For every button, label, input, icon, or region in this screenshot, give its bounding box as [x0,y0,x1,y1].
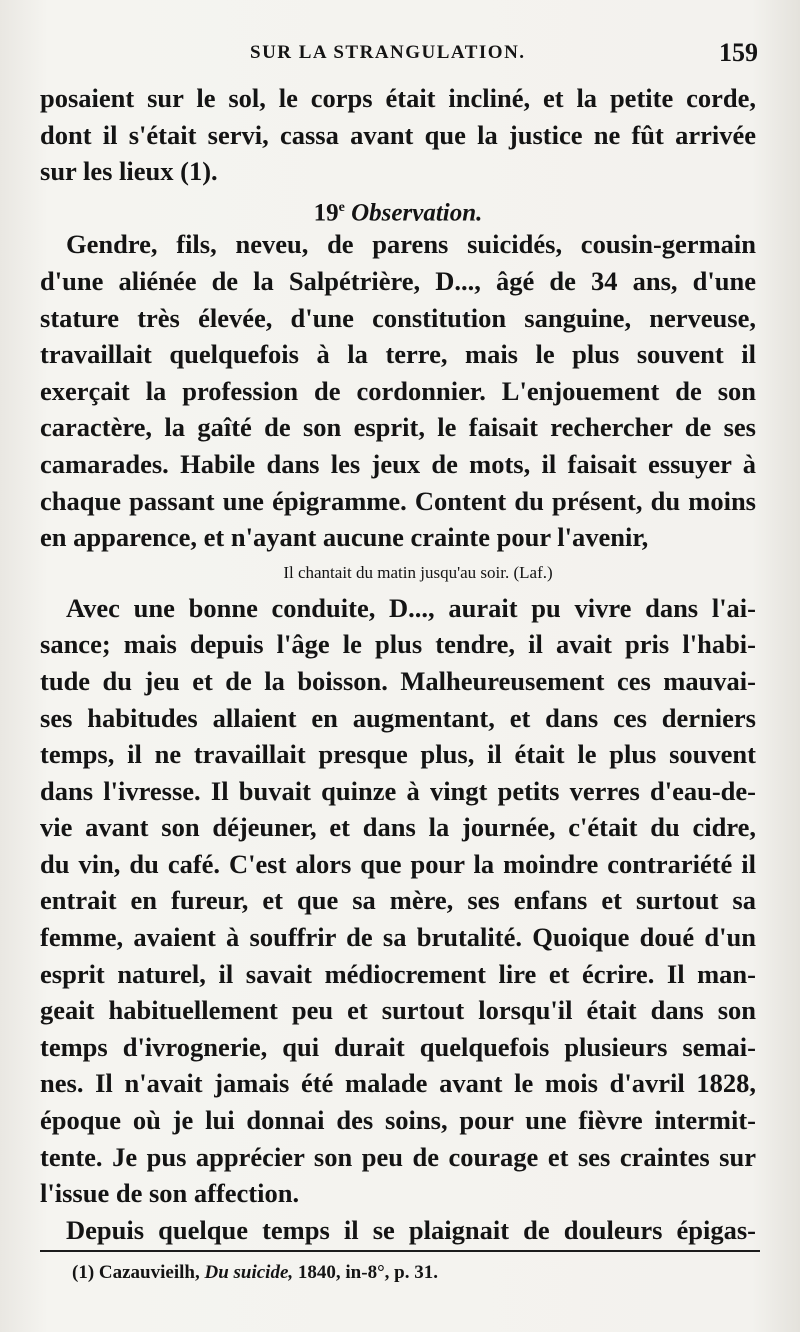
text-line: d'une aliénée de la Salpétrière, D..., âgé de 34 ans, d'une [40,265,756,296]
text-line: temps d'ivrognerie, qui durait quelquefois plusieurs semai- [40,1031,756,1062]
heading-sup: e [338,199,345,215]
text-line: vie avant son déjeuner, et dans la journée, c'était du cidre, [40,812,756,843]
text-line: camarades. Habile dans les jeux de mots, il faisait essuyer à [40,448,756,479]
footnote-author: Cazauvieilh, [98,1262,200,1283]
footnote-divider [40,1250,760,1252]
text-line: l'issue de son affection. [40,1178,300,1209]
running-head [40,38,760,72]
text-line: tude du jeu et de la boisson. Malheureusement ces mauvai- [40,665,756,696]
text-line: dont il s'était servi, cassa avant que la justice ne fût arrivée [40,119,756,150]
text-line: caractère, la gaîté de son esprit, le faisait rechercher de ses [40,412,756,443]
text-line: nes. Il n'avait jamais été malade avant le mois d'avril 1828, [40,1068,756,1099]
verse-quote: Il chantait du matin jusqu'au soir. (Laf.) [283,562,553,582]
heading-word: Observation. [351,199,483,227]
text-line: sur les lieux (1). [40,156,218,187]
page-number: 159 [719,38,758,67]
text-line: entrait en fureur, et que sa mère, ses enfans et surtout sa [40,885,756,916]
text-line: temps, il ne travaillait presque plus, il était le plus souvent [40,739,756,770]
text-line: posaient sur le sol, le corps était incliné, et la petite corde, [40,83,756,113]
text-line: femme, avaient à souffrir de sa brutalité. Quoique doué d'un [40,922,756,953]
text-line: Gendre, fils, neveu, de parens suicidés, cousin-germain [66,229,756,260]
footnote-title: Du suicide, [204,1262,294,1283]
text-line: dans l'ivresse. Il buvait quinze à vingt petits verres d'eau-de- [40,775,756,806]
body-text [40,80,756,1248]
text-line: chaque passant une épigramme. Content du présent, du moins [40,485,756,516]
text-line: stature très élevée, d'une constitution sanguine, nerveuse, [40,302,756,333]
text-line: époque où je lui donnai des soins, pour une fièvre intermit- [40,1105,756,1136]
text-line: sance; mais depuis l'âge le plus tendre, il avait pris l'habi- [40,629,756,660]
footnote-rest: 1840, in-8°, p. 31. [297,1262,438,1283]
text-line: travaillait quelquefois à la terre, mais le plus souvent il [40,339,756,370]
text-line: Depuis quelque temps il se plaignait de douleurs épigas- [66,1214,756,1245]
text-line: ses habitudes allaient en augmentant, et dans ces derniers [40,702,756,733]
heading-number: 19 [313,199,339,227]
footnote [72,1262,752,1284]
text-line: en apparence, et n'ayant aucune crainte pour l'avenir, [40,522,649,553]
footnote-marker: (1) [72,1262,95,1283]
text-line: Avec une bonne conduite, D..., aurait pu vivre dans l'ai- [66,592,756,623]
text-line: du vin, du café. C'est alors que pour la moindre contrariété il [40,848,756,879]
text-line: exerçait la profession de cordonnier. L'enjouement de son [40,375,756,406]
text-line: tente. Je pus apprécier son peu de courage et ses craintes sur [40,1141,756,1172]
text-line: geait habituellement peu et surtout lorsqu'il était dans son [40,995,756,1026]
text-line: esprit naturel, il savait médiocrement lire et écrire. Il man- [40,958,756,989]
section-heading [40,190,756,227]
running-title: SUR LA STRANGULATION. [250,42,526,63]
